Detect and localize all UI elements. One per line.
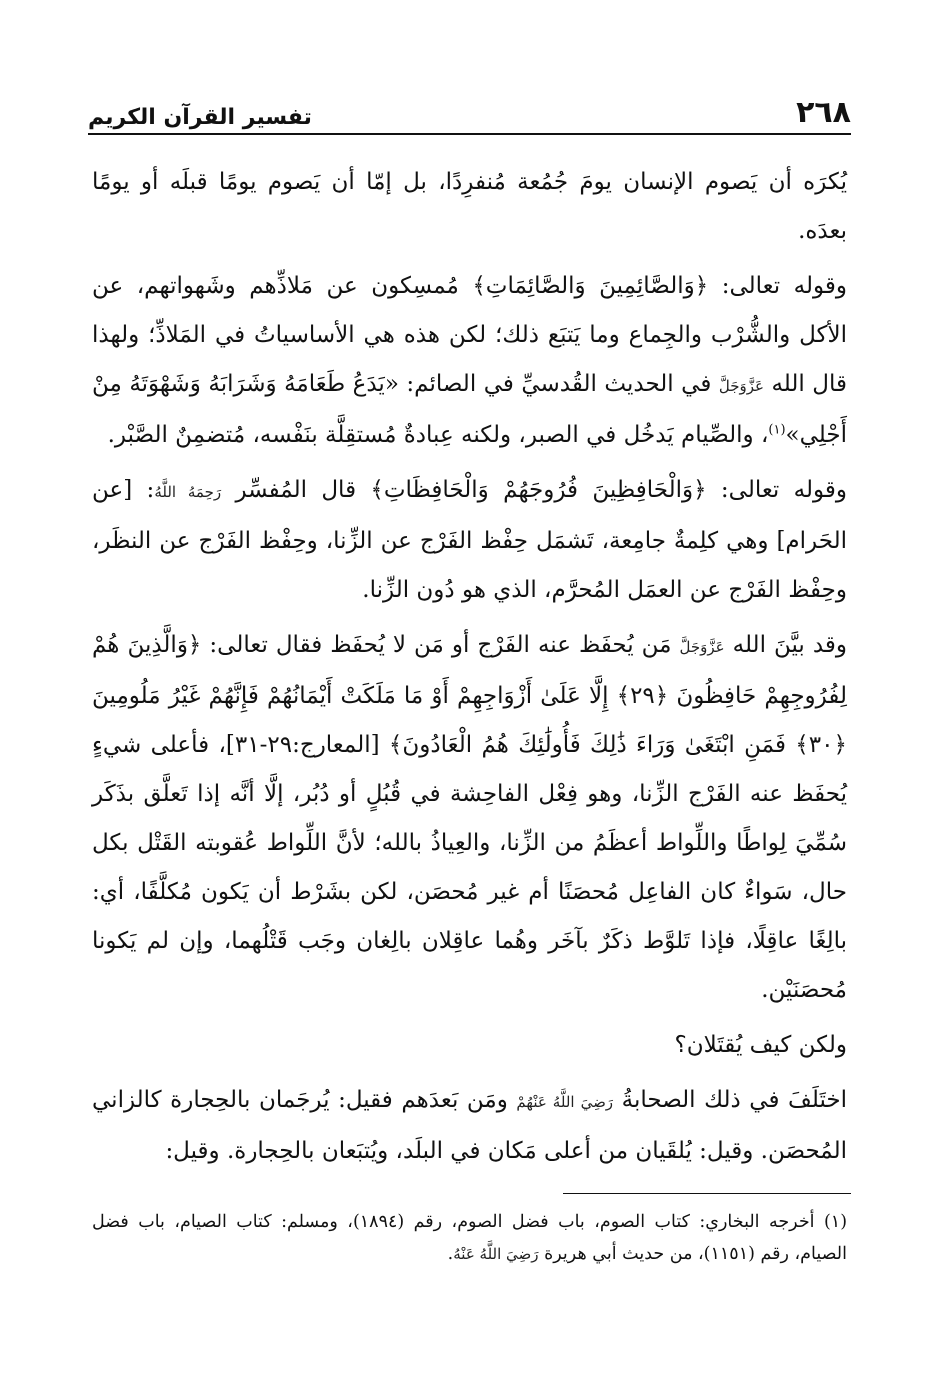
honorific: رَحِمَهُ اللَّهُ: [154, 483, 222, 501]
honorific: عَزَّوَجَلَّ: [718, 377, 764, 395]
paragraph-3: [92, 466, 847, 615]
honorific: عَزَّوَجَلَّ: [679, 638, 725, 656]
paragraph-3-lead: وقوله تعالى:: [706, 477, 848, 503]
paragraph-2: [92, 262, 847, 460]
page-number: ٢٦٨: [796, 95, 851, 130]
paragraph-6-lead: اختَلَفَ في ذلك الصحابةُ: [613, 1087, 847, 1113]
paragraph-2-text: مُمسِكون عن مَلاذِّهم وشَهواتهم، عن الأكل والشُّرْب والجِماع وما يَتبَع ذلك؛ لكن هذه هي الأساسياتُ في المَلاذِّ؛ ولهذا قال الله: [92, 273, 847, 397]
paragraph-2-text-end: ، والصِّيام يَدخُل في الصبر، ولكنه عِبادةٌ مُستقِلَّة بنَفْسه، مُتضمِنٌ الصَّبْر.: [107, 422, 769, 448]
header-rule: [88, 133, 851, 135]
paragraph-3-text-cont: : [عن الحَرام] وهي كلِمةٌ جامِعة، تَشمَل حِفْظ الفَرْج عن الزِّنا، وحِفْظ الفَرْج عن النظَر، وحِفْظ الفَرْج عن العمَل المُحرَّم، الذي هو دُون الزِّنا.: [92, 477, 847, 603]
paragraph-4-text-cont: ، فأعلى شيءٍ يُحفَظ عنه الفَرْج الزِّنا، وهو فِعْل الفاحِشة في قُبُلٍ أو دُبُر، إلَّا أنَّه إذا تَعلَّق بذَكَر سُمِّيَ لِواطًا واللِّواط أعظَمُ من الزِّنا، والعِياذُ بالله؛ لأنَّ اللِّواط عُقوبته القَتْل بكل حال، سَواءٌ كان الفاعِل مُحصَنًا أم غير مُحصَن، لكن بشَرْط أن يَكون مُكلَّفًا، أي: بالِغًا عاقِلًا، فإذا تَلوَّط ذكَرٌ بآخَر وهُما عاقِلان بالِغان وجَب قَتْلُهما، وإن لم يَكونا مُحصَنَيْن.: [92, 732, 847, 1003]
quran-quote: ﴿وَالصَّائِمِينَ وَالصَّائِمَاتِ﴾: [472, 273, 709, 299]
quran-quote: ﴿وَالَّذِينَ هُمْ لِفُرُوجِهِمْ حَافِظُونَ ﴿٢٩﴾ إِلَّا عَلَىٰ أَزْوَاجِهِمْ أَوْ مَا مَلَكَتْ أَيْمَانُهُمْ فَإِنَّهُمْ غَيْرُ مَلُومِينَ ﴿٣٠﴾ فَمَنِ ابْتَغَىٰ وَرَاءَ ذَٰلِكَ فَأُولَٰئِكَ هُمُ الْعَادُونَ﴾: [92, 632, 847, 758]
paragraph-4: [92, 621, 847, 1015]
page-header: [88, 86, 851, 130]
footnote-end: .: [447, 1244, 454, 1264]
footnote-text: (١) أخرجه البخاري: كتاب الصوم، باب فضل الصوم، رقم (١٨٩٤)، ومسلم: كتاب الصيام، باب فضل الصيام، رقم (١١٥١)، من حديث أبي هريرة: [92, 1212, 848, 1264]
footnote-rule: [563, 1193, 851, 1194]
quran-quote: ﴿وَالْحَافِظِينَ فُرُوجَهُمْ وَالْحَافِظَاتِ﴾: [370, 477, 707, 503]
footnote-marker[interactable]: (١): [768, 422, 786, 438]
paragraph-5: [92, 1021, 847, 1070]
honorific: رَضِيَ اللَّهُ عَنْهُمْ: [516, 1093, 614, 1111]
paragraph-1-text: يُكرَه أن يَصوم الإنسان يومَ جُمُعة مُنفرِدًا، بل إمّا أن يَصوم يومًا قبلَه أو يومًا بعدَه.: [92, 169, 847, 244]
footnote: [92, 1206, 847, 1270]
paragraph-4-text: مَن يُحفَظ عنه الفَرْج أو مَن لا يُحفَظ فقال تعالى:: [201, 632, 680, 658]
main-text: [92, 158, 847, 1182]
paragraph-5-text: ولكن كيف يُقتَلان؟: [674, 1032, 847, 1058]
honorific: رَضِيَ اللَّهُ عَنْهُ: [453, 1245, 539, 1263]
paragraph-2-text-cont: في الحديث القُدسيِّ في الصائم: «يَدَعُ طَعَامَهُ وَشَرَابَهُ وَشَهْوَتَهُ مِنْ أَجْلِي»: [92, 371, 847, 448]
paragraph-6-text: ومَن بَعدَهم فقيل: يُرجَمان بالحِجارة كالزاني المُحصَن. وقيل: يُلقَيان من أعلى مَكان في البلَد، ويُتبَعان بالحِجارة. وقيل:: [92, 1087, 847, 1164]
paragraph-2-lead: وقوله تعالى:: [708, 273, 847, 299]
paragraph-3-text: قال المُفسِّر: [221, 477, 371, 503]
verse-reference: [المعارج:٢٩-٣١]: [225, 732, 389, 758]
running-title: تفسير القرآن الكريم: [88, 105, 312, 130]
paragraph-1: [92, 158, 847, 256]
paragraph-4-lead: وقد بيَّنَ الله: [724, 632, 847, 658]
paragraph-6: [92, 1076, 847, 1176]
